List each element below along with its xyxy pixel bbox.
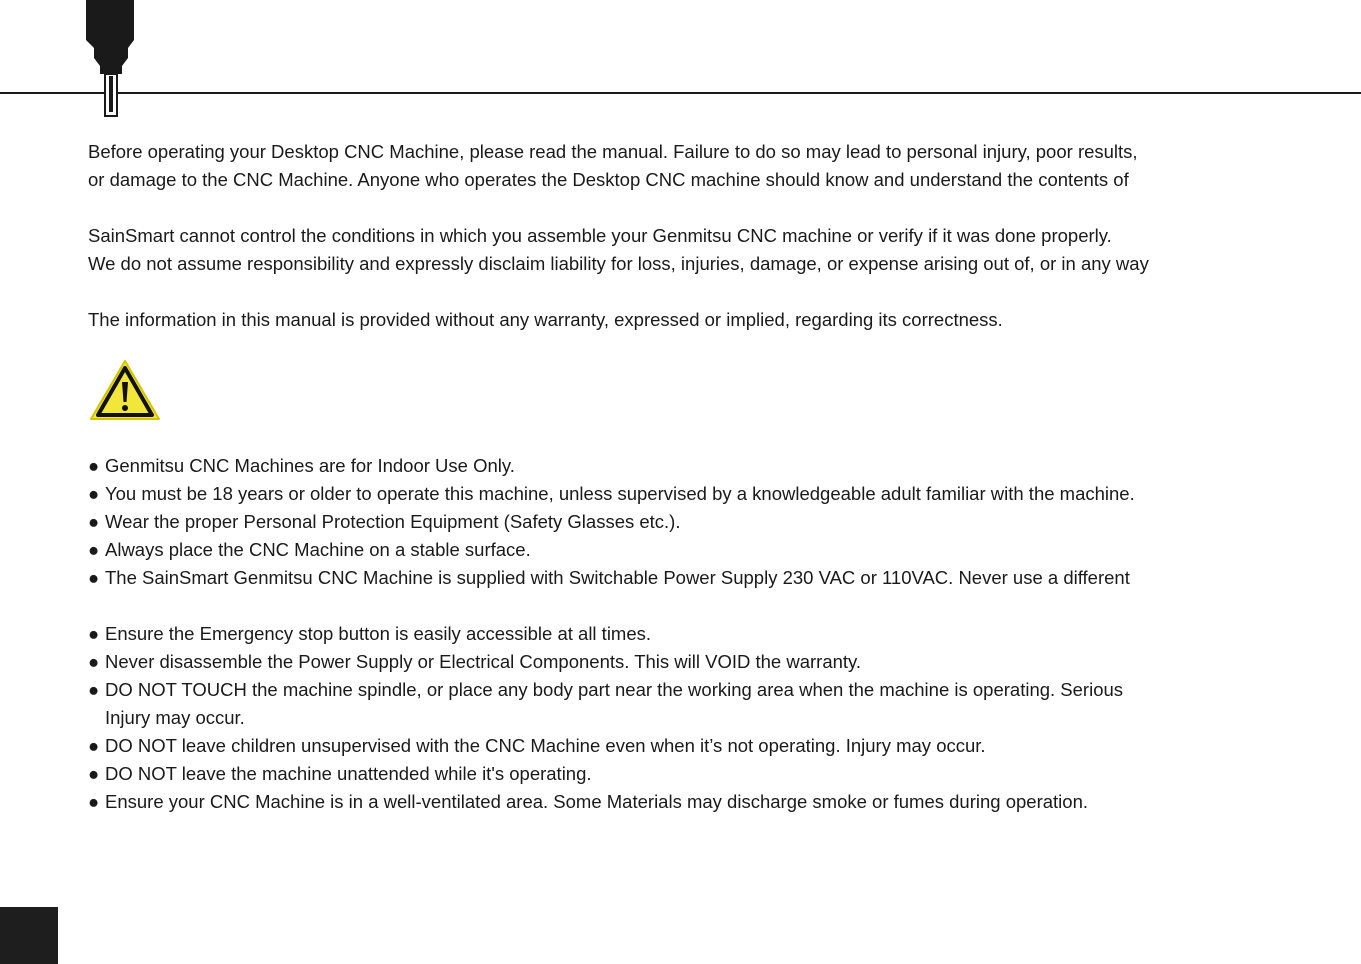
bullet: ● — [88, 651, 100, 672]
list-item — [88, 648, 1338, 676]
list-item — [88, 536, 1338, 564]
bullet: ● — [88, 483, 100, 504]
list-item-text: DO NOT TOUCH the machine spindle, or place any body part near the working area when the machine is operating. Serious — [105, 679, 1124, 700]
bullet: ● — [88, 623, 100, 644]
list-item-text: Ensure the Emergency stop button is easily accessible at all times. — [105, 623, 652, 644]
list-item — [88, 452, 1338, 480]
list-item — [88, 508, 1338, 536]
intro-p2-line-1: SainSmart cannot control the conditions in which you assemble your Genmitsu CNC machine or verify if it was done properly. — [88, 225, 1112, 246]
list-item-text: Wear the proper Personal Protection Equipment (Safety Glasses etc.). — [105, 511, 681, 532]
list-item — [88, 732, 1338, 760]
list-item-continuation: Injury may occur. — [105, 707, 245, 728]
list-item — [88, 480, 1338, 508]
warning-triangle-icon — [88, 358, 162, 422]
list-item — [88, 564, 1338, 592]
list-item — [88, 760, 1338, 788]
list-item-text: Genmitsu CNC Machines are for Indoor Use Only. — [105, 455, 515, 476]
list-item — [88, 620, 1338, 648]
intro-p2-line-2: We do not assume responsibility and expressly disclaim liability for loss, injuries, damage, or expense arising out of, or in any way — [88, 253, 1149, 274]
bullet: ● — [88, 679, 100, 700]
list-item — [88, 788, 1338, 816]
list-item-text: Ensure your CNC Machine is in a well-ventilated area. Some Materials may discharge smoke or fumes during operation. — [105, 791, 1088, 812]
page-corner-tab — [0, 907, 58, 964]
bullet: ● — [88, 735, 100, 756]
intro-p1-line-2: or damage to the CNC Machine. Anyone who operates the Desktop CNC machine should know and understand the contents of — [88, 169, 1129, 190]
list-item-text: You must be 18 years or older to operate this machine, unless supervised by a knowledgeable adult familiar with the machine. — [105, 483, 1135, 504]
bullet: ● — [88, 567, 100, 588]
intro-paragraph-3 — [88, 306, 1338, 334]
bullet: ● — [88, 455, 100, 476]
bullet: ● — [88, 791, 100, 812]
header-rule — [0, 92, 1361, 94]
bullet: ● — [88, 511, 100, 532]
intro-paragraph-1 — [88, 138, 1338, 194]
list-item-text: DO NOT leave children unsupervised with the CNC Machine even when it’s not operating. Injury may occur. — [105, 735, 986, 756]
intro-p1-line-1: Before operating your Desktop CNC Machine, please read the manual. Failure to do so may lead to personal injury, poor results, — [88, 141, 1138, 162]
list-item-text: Always place the CNC Machine on a stable surface. — [105, 539, 531, 560]
spindle-bit-icon — [84, 0, 138, 120]
list-item-text: DO NOT leave the machine unattended while it's operating. — [105, 763, 592, 784]
list-item — [88, 676, 1338, 732]
intro-p3-line-1: The information in this manual is provided without any warranty, expressed or implied, regarding its correctness. — [88, 309, 1003, 330]
list-item-text: Never disassemble the Power Supply or Electrical Components. This will VOID the warranty. — [105, 651, 862, 672]
intro-paragraph-2 — [88, 222, 1338, 278]
safety-list — [88, 452, 1338, 816]
list-item-text: The SainSmart Genmitsu CNC Machine is supplied with Switchable Power Supply 230 VAC or 110VAC. Never use a different — [105, 567, 1130, 588]
bullet: ● — [88, 539, 100, 560]
bullet: ● — [88, 763, 100, 784]
